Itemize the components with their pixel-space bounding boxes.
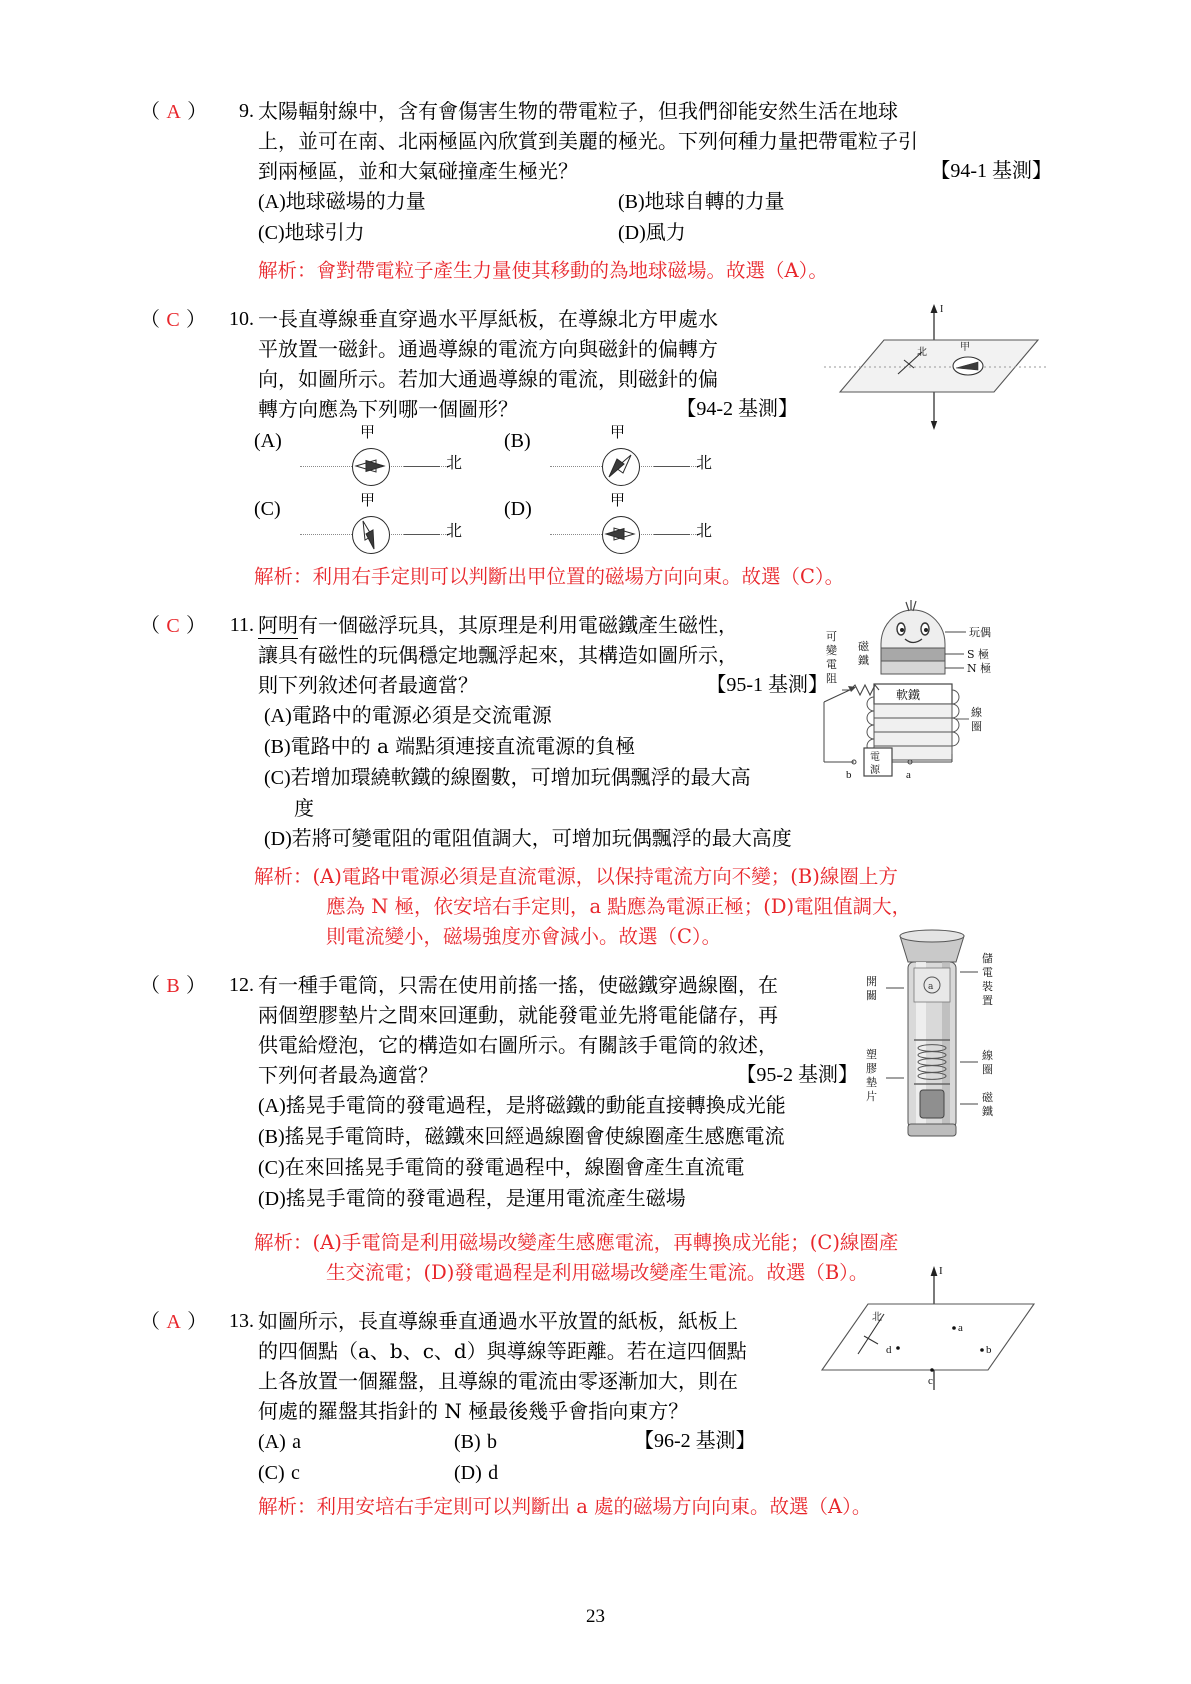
svg-text:鐵: 鐵 bbox=[858, 654, 869, 667]
figure-question-13 bbox=[806, 1258, 1056, 1398]
svg-text:變: 變 bbox=[826, 644, 837, 657]
compass-b-bei-label: 北 bbox=[696, 453, 713, 472]
option-12-d-text: 搖晃手電筒的發電過程，是運用電流產生磁場 bbox=[285, 1186, 686, 1210]
compass-c-needle-diagonal-nw-icon bbox=[352, 516, 388, 552]
answer-letter-13: A bbox=[166, 1311, 181, 1333]
option-9-b-text: 地球自轉的力量 bbox=[644, 189, 785, 213]
compass-b-axis-solid bbox=[654, 466, 690, 467]
option-10-a bbox=[254, 423, 504, 488]
option-11-a-text: 電路中的電源必須是交流電源 bbox=[291, 703, 552, 727]
svg-text:圈: 圈 bbox=[971, 720, 982, 733]
question-13-line-4: 何處的羅盤其指針的 N 極最後幾乎會指向東方？ bbox=[258, 1399, 689, 1423]
figure-question-12 bbox=[836, 928, 1056, 1158]
option-9-b-label: (B) bbox=[618, 191, 645, 213]
option-13-a-text: a bbox=[292, 1431, 302, 1453]
svg-text:儲: 儲 bbox=[982, 952, 993, 965]
option-9-a-text: 地球磁場的力量 bbox=[285, 189, 426, 213]
option-12-b-label: (B) bbox=[258, 1126, 285, 1148]
option-11-c-text-cont: 度 bbox=[294, 796, 314, 820]
svg-text:膠: 膠 bbox=[866, 1062, 877, 1075]
option-9-c-text: 地球引力 bbox=[284, 220, 365, 244]
question-11-line-2: 讓具有磁性的玩偶穩定地飄浮起來，其構造如圖所示， bbox=[258, 643, 738, 667]
option-9-c-label: (C) bbox=[258, 222, 285, 244]
option-13-a-label: (A) bbox=[258, 1431, 286, 1453]
svg-text:c: c bbox=[928, 1375, 933, 1387]
compass-d-bei-label: 北 bbox=[696, 521, 713, 540]
question-10-line-3: 向，如圖所示。若加大通過導線的電流，則磁針的偏 bbox=[258, 367, 718, 391]
option-11-a-label: (A) bbox=[264, 705, 292, 727]
question-11-subject: 阿明 bbox=[258, 613, 298, 637]
option-13-d-text: d bbox=[488, 1462, 499, 1484]
question-9 bbox=[140, 96, 1052, 286]
option-12-c-label: (C) bbox=[258, 1157, 285, 1179]
question-9-line-2: 上，並可在南、北兩極區內欣賞到美麗的極光。下列何種力量把帶電粒子引 bbox=[258, 129, 918, 153]
svg-text:d: d bbox=[886, 1344, 892, 1356]
question-number-10: 10. bbox=[229, 308, 254, 330]
compass-c-axis-solid bbox=[404, 534, 440, 535]
compass-a-jia-label: 甲 bbox=[360, 423, 376, 441]
option-9-a-label: (A) bbox=[258, 191, 286, 213]
option-9-d-label: (D) bbox=[618, 222, 646, 244]
svg-text:I: I bbox=[939, 1265, 943, 1277]
question-12-source: 【95-2 基測】 bbox=[736, 1064, 858, 1086]
svg-text:I: I bbox=[940, 304, 944, 315]
explanation-12-line-1: 解析：(A)手電筒是利用磁場改變產生感應電流，再轉換成光能；(C)線圈產 bbox=[254, 1231, 899, 1254]
option-11-d-label: (D) bbox=[264, 828, 292, 850]
svg-text:塑: 塑 bbox=[866, 1048, 877, 1061]
svg-text:電: 電 bbox=[982, 966, 993, 979]
explanation-9: 解析：會對帶電粒子產生力量使其移動的為地球磁場。故選（A）。 bbox=[258, 259, 828, 282]
answer-letter-11: C bbox=[166, 615, 180, 637]
figure-question-11 bbox=[806, 584, 1056, 784]
svg-text:電: 電 bbox=[870, 752, 880, 763]
svg-text:北: 北 bbox=[917, 347, 927, 358]
compass-a-axis-solid bbox=[404, 466, 440, 467]
question-10-line-4: 轉方向應為下列哪一個圖形？ bbox=[258, 397, 518, 421]
explanation-12-line-2: 生交流電；(D)發電過程是利用磁場改變產生電流。故選（B）。 bbox=[326, 1261, 869, 1284]
svg-text:關: 關 bbox=[866, 989, 877, 1002]
svg-text:甲: 甲 bbox=[960, 342, 970, 353]
answer-letter-12: B bbox=[166, 975, 180, 997]
explanation-11-line-3: 則電流變小，磁場強度亦會減小。故選（C）。 bbox=[326, 925, 722, 948]
question-13-line-1: 如圖所示，長直導線垂直通過水平放置的紙板，紙板上 bbox=[258, 1309, 738, 1333]
question-12-line-4: 下列何者最為適當？ bbox=[258, 1063, 438, 1087]
compass-c-bei-label: 北 bbox=[446, 521, 463, 540]
option-12-b-text: 搖晃手電筒時，磁鐵來回經過線圈會使線圈產生感應電流 bbox=[284, 1124, 785, 1148]
svg-text:磁: 磁 bbox=[858, 640, 869, 653]
compass-a-bei-label: 北 bbox=[446, 453, 463, 472]
option-13-c-label: (C) bbox=[258, 1462, 285, 1484]
question-10-source: 【94-2 基測】 bbox=[676, 398, 798, 420]
option-10-c bbox=[254, 491, 504, 556]
option-10-b-label: (B) bbox=[504, 430, 531, 452]
svg-text:北: 北 bbox=[872, 1312, 882, 1323]
compass-d-axis-solid bbox=[654, 534, 690, 535]
svg-text:a: a bbox=[958, 1322, 963, 1334]
svg-text:線: 線 bbox=[971, 706, 982, 719]
svg-text:片: 片 bbox=[866, 1090, 877, 1103]
answer-marker-11: （ C ） bbox=[140, 613, 207, 637]
svg-text:軟鐵: 軟鐵 bbox=[896, 688, 921, 702]
question-number-13: 13. bbox=[229, 1310, 254, 1332]
question-10-line-1: 一長直導線垂直穿過水平厚紙板，在導線北方甲處水 bbox=[258, 307, 718, 331]
svg-text:a: a bbox=[928, 982, 934, 992]
compass-b-needle-diagonal-ne-icon bbox=[602, 448, 638, 484]
figure-question-10 bbox=[800, 300, 1052, 430]
svg-text:磁: 磁 bbox=[982, 1091, 993, 1104]
answer-marker-9: （ A ） bbox=[140, 99, 208, 123]
svg-text:N 極: N 極 bbox=[967, 662, 992, 675]
option-13-b-label: (B) bbox=[454, 1431, 481, 1453]
svg-text:開: 開 bbox=[866, 975, 877, 988]
svg-text:b: b bbox=[846, 769, 852, 781]
question-13-line-2: 的四個點（a、b、c、d）與導線等距離。若在這四個點 bbox=[258, 1339, 747, 1363]
question-13-line-3: 上各放置一個羅盤，且導線的電流由零逐漸加大，則在 bbox=[258, 1369, 738, 1393]
answer-marker-10: （ C ） bbox=[140, 307, 207, 331]
explanation-10: 解析：利用右手定則可以判斷出甲位置的磁場方向向東。故選（C）。 bbox=[254, 565, 845, 588]
question-11-line-3: 則下列敘述何者最適當？ bbox=[258, 673, 478, 697]
compass-b-jia-label: 甲 bbox=[610, 423, 626, 441]
option-11-c-label: (C) bbox=[264, 767, 291, 789]
question-13-source: 【96-2 基測】 bbox=[634, 1430, 756, 1452]
compass-a-needle-horizontal-right-icon bbox=[352, 448, 388, 484]
svg-text:a: a bbox=[906, 769, 911, 781]
option-10-b bbox=[504, 423, 754, 488]
option-11-c-text: 若增加環繞軟鐵的線圈數，可增加玩偶飄浮的最大高 bbox=[290, 765, 751, 789]
svg-text:置: 置 bbox=[982, 994, 993, 1007]
question-9-line-1: 太陽輻射線中，含有會傷害生物的帶電粒子，但我們卻能安然生活在地球 bbox=[258, 99, 898, 123]
question-number-12: 12. bbox=[229, 974, 254, 996]
option-13-b-text: b bbox=[487, 1431, 498, 1453]
option-11-b-label: (B) bbox=[264, 736, 291, 758]
compass-c-jia-label: 甲 bbox=[360, 491, 376, 509]
svg-text:電: 電 bbox=[826, 658, 837, 671]
question-11-line-1: 有一個磁浮玩具，其原理是利用電磁鐵產生磁性， bbox=[298, 613, 738, 637]
question-12-line-2: 兩個塑膠墊片之間來回運動，就能發電並先將電能儲存，再 bbox=[258, 1003, 778, 1027]
option-9-d-text: 風力 bbox=[645, 220, 686, 244]
question-number-9: 9. bbox=[239, 100, 254, 122]
option-13-c-text: c bbox=[291, 1462, 300, 1484]
explanation-11-line-1: 解析：(A)電路中電源必須是直流電源，以保持電流方向不變；(B)線圈上方 bbox=[254, 865, 898, 888]
question-12-line-1: 有一種手電筒，只需在使用前搖一搖，使磁鐵穿過線圈，在 bbox=[258, 973, 778, 997]
option-10-d bbox=[504, 491, 754, 556]
question-9-source: 【94-1 基測】 bbox=[930, 160, 1052, 182]
svg-text:墊: 墊 bbox=[866, 1076, 877, 1089]
question-9-line-3: 到兩極區，並和大氣碰撞產生極光？ bbox=[258, 159, 578, 183]
svg-text:阻: 阻 bbox=[826, 672, 837, 685]
answer-marker-13: （ A ） bbox=[140, 1309, 208, 1333]
svg-text:線: 線 bbox=[982, 1049, 993, 1062]
answer-letter-10: C bbox=[166, 309, 180, 331]
svg-text:裝: 裝 bbox=[982, 980, 993, 993]
option-12-a-text: 搖晃手電筒的發電過程，是將磁鐵的動能直接轉換成光能 bbox=[285, 1093, 786, 1117]
option-10-d-label: (D) bbox=[504, 498, 532, 520]
svg-text:b: b bbox=[986, 1344, 992, 1356]
answer-letter-9: A bbox=[166, 101, 181, 123]
option-10-a-label: (A) bbox=[254, 430, 282, 452]
option-12-a-label: (A) bbox=[258, 1095, 286, 1117]
option-11-d-text: 若將可變電阻的電阻值調大，可增加玩偶飄浮的最大高度 bbox=[291, 826, 792, 850]
svg-text:圈: 圈 bbox=[982, 1063, 993, 1076]
compass-d-needle-horizontal-left-icon bbox=[602, 516, 638, 552]
svg-text:鐵: 鐵 bbox=[982, 1105, 993, 1118]
option-12-c-text: 在來回搖晃手電筒的發電過程中，線圈會產生直流電 bbox=[284, 1155, 745, 1179]
svg-text:玩偶: 玩偶 bbox=[969, 626, 991, 639]
svg-text:S 極: S 極 bbox=[967, 648, 990, 661]
svg-text:可: 可 bbox=[826, 630, 837, 643]
question-10-line-2: 平放置一磁針。通過導線的電流方向與磁針的偏轉方 bbox=[258, 337, 718, 361]
explanation-13: 解析：利用安培右手定則可以判斷出 a 處的磁場方向向東。故選（A）。 bbox=[258, 1495, 872, 1518]
compass-d-jia-label: 甲 bbox=[610, 491, 626, 509]
page-number: 23 bbox=[586, 1606, 605, 1627]
question-11-source: 【95-1 基測】 bbox=[706, 674, 828, 696]
answer-marker-12: （ B ） bbox=[140, 973, 207, 997]
explanation-11-line-2: 應為 N 極，依安培右手定則，a 點應為電源正極；(D)電阻值調大， bbox=[326, 895, 912, 918]
svg-text:源: 源 bbox=[870, 765, 880, 776]
question-12-line-3: 供電給燈泡，它的構造如右圖所示。有關該手電筒的敘述， bbox=[258, 1033, 778, 1057]
question-number-11: 11. bbox=[229, 614, 254, 636]
option-13-d-label: (D) bbox=[454, 1462, 482, 1484]
option-11-b-text: 電路中的 a 端點須連接直流電源的負極 bbox=[290, 734, 636, 758]
option-10-c-label: (C) bbox=[254, 498, 281, 520]
option-12-d-label: (D) bbox=[258, 1188, 286, 1210]
